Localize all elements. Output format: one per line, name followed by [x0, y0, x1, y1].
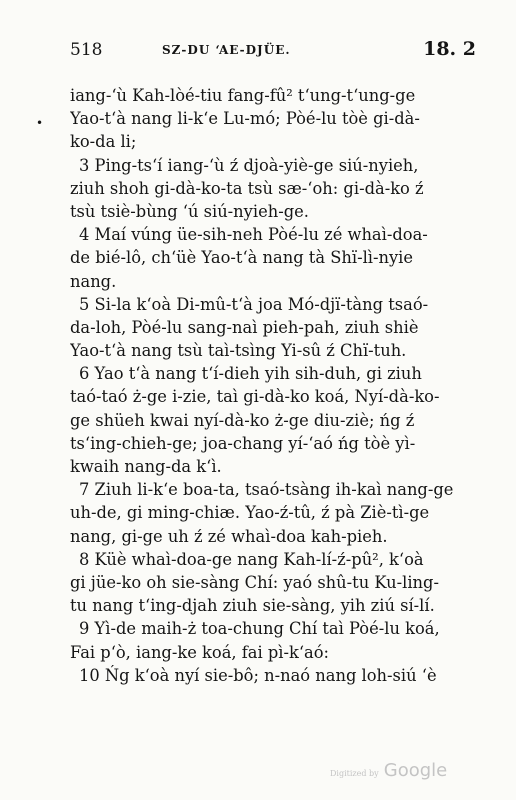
- verse-4-start: 4 Maí vúng üe-sih-neh Pòé-lu zé whaì-doa-: [79, 225, 428, 245]
- text-line: nang, gi-ge uh ź zé whaì-doa kah-pieh.: [70, 526, 388, 546]
- text-line: da-loh, Pòé-lu sang-naì pieh-pah, ziuh shiè: [70, 317, 419, 337]
- google-logo: Google: [383, 760, 448, 781]
- text-line: iang-‘ù Kah-lòé-tiu fang-fû² t‘ung-t‘ung-ge: [70, 86, 416, 105]
- text-line: uh-de, gi ming-chiæ. Yao-ź-tû, ź pà Ziè-tì-ge: [70, 503, 430, 523]
- verse-6-start: 6 Yao t‘à nang t‘í-dieh yih sih-duh, gi ziuh: [79, 364, 422, 384]
- digitized-watermark: [330, 760, 450, 781]
- text-line: ko-da li;: [70, 132, 137, 152]
- chapter-reference: 18. 2: [423, 38, 476, 60]
- page-number: 518: [70, 40, 103, 60]
- margin-mark: •: [36, 116, 44, 130]
- text-line: Fai p‘ò, iang-ke koá, fai pì-k‘aó:: [70, 642, 330, 662]
- verse-7-start: 7 Ziuh li-k‘e boa-ta, tsaó-tsàng ih-kaì nang-ge: [79, 480, 454, 500]
- verse-9-start: 9 Yì-de maih-ż toa-chung Chí taì Pòé-lu koá,: [79, 619, 440, 639]
- verse-5-start: 5 Si-la k‘oà Di-mû-t‘à joa Mó-djï-tàng tsaó-: [79, 294, 429, 314]
- verse-3-start: 3 Ping-ts‘í iang-‘ù ź djoà-yiè-ge siú-nyieh,: [79, 155, 419, 175]
- text-line: gi jüe-ko oh sie-sàng Chí: yaó shû-tu Ku-ling-: [70, 572, 439, 592]
- watermark-prefix: Digitized by: [330, 769, 379, 778]
- text-line: tu nang t‘ing-djah ziuh sie-sàng, yih ziú sí-lí.: [70, 596, 435, 616]
- text-line: ziuh shoh gi-dà-ko-ta tsù sæ-‘oh: gi-dà-ko ź: [70, 178, 424, 198]
- verse-8-start: 8 Küè whaì-doa-ge nang Kah-lí-ź-pû², k‘oà: [79, 549, 424, 569]
- text-line: nang.: [70, 271, 117, 291]
- text-line: Yao-t‘à nang tsù taì-tsìng Yi-sû ź Chï-tuh.: [70, 341, 407, 361]
- text-line: Yao-t‘à nang li-k‘e Lu-mó; Pòé-lu tòè gi-dà-: [70, 109, 420, 129]
- text-line: ge shüeh kwai nyí-dà-ko ż-ge diu-ziè; ńg ź: [70, 410, 415, 430]
- text-line: tsù tsiè-bùng ‘ú siú-nyieh-ge.: [70, 201, 309, 221]
- page-header: [62, 40, 480, 66]
- text-line: ts‘ing-chieh-ge; joa-chang yí-‘aó ńg tòè yì-: [70, 433, 416, 453]
- running-title: SZ-DU ‘AE-DJÜE.: [162, 43, 291, 57]
- body-text: [70, 84, 482, 687]
- text-line: kwaih nang-da k‘ì.: [70, 457, 222, 476]
- verse-10-start: 10 Ńg k‘oà nyí sie-bô; n-naó nang loh-siú ‘è: [79, 665, 437, 685]
- text-line: taó-taó ż-ge i-zie, taì gi-dà-ko koá, Nyí-dà-ko-: [70, 387, 440, 407]
- text-line: de bié-lô, ch‘üè Yao-t‘à nang tà Shï-lì-nyie: [70, 248, 414, 268]
